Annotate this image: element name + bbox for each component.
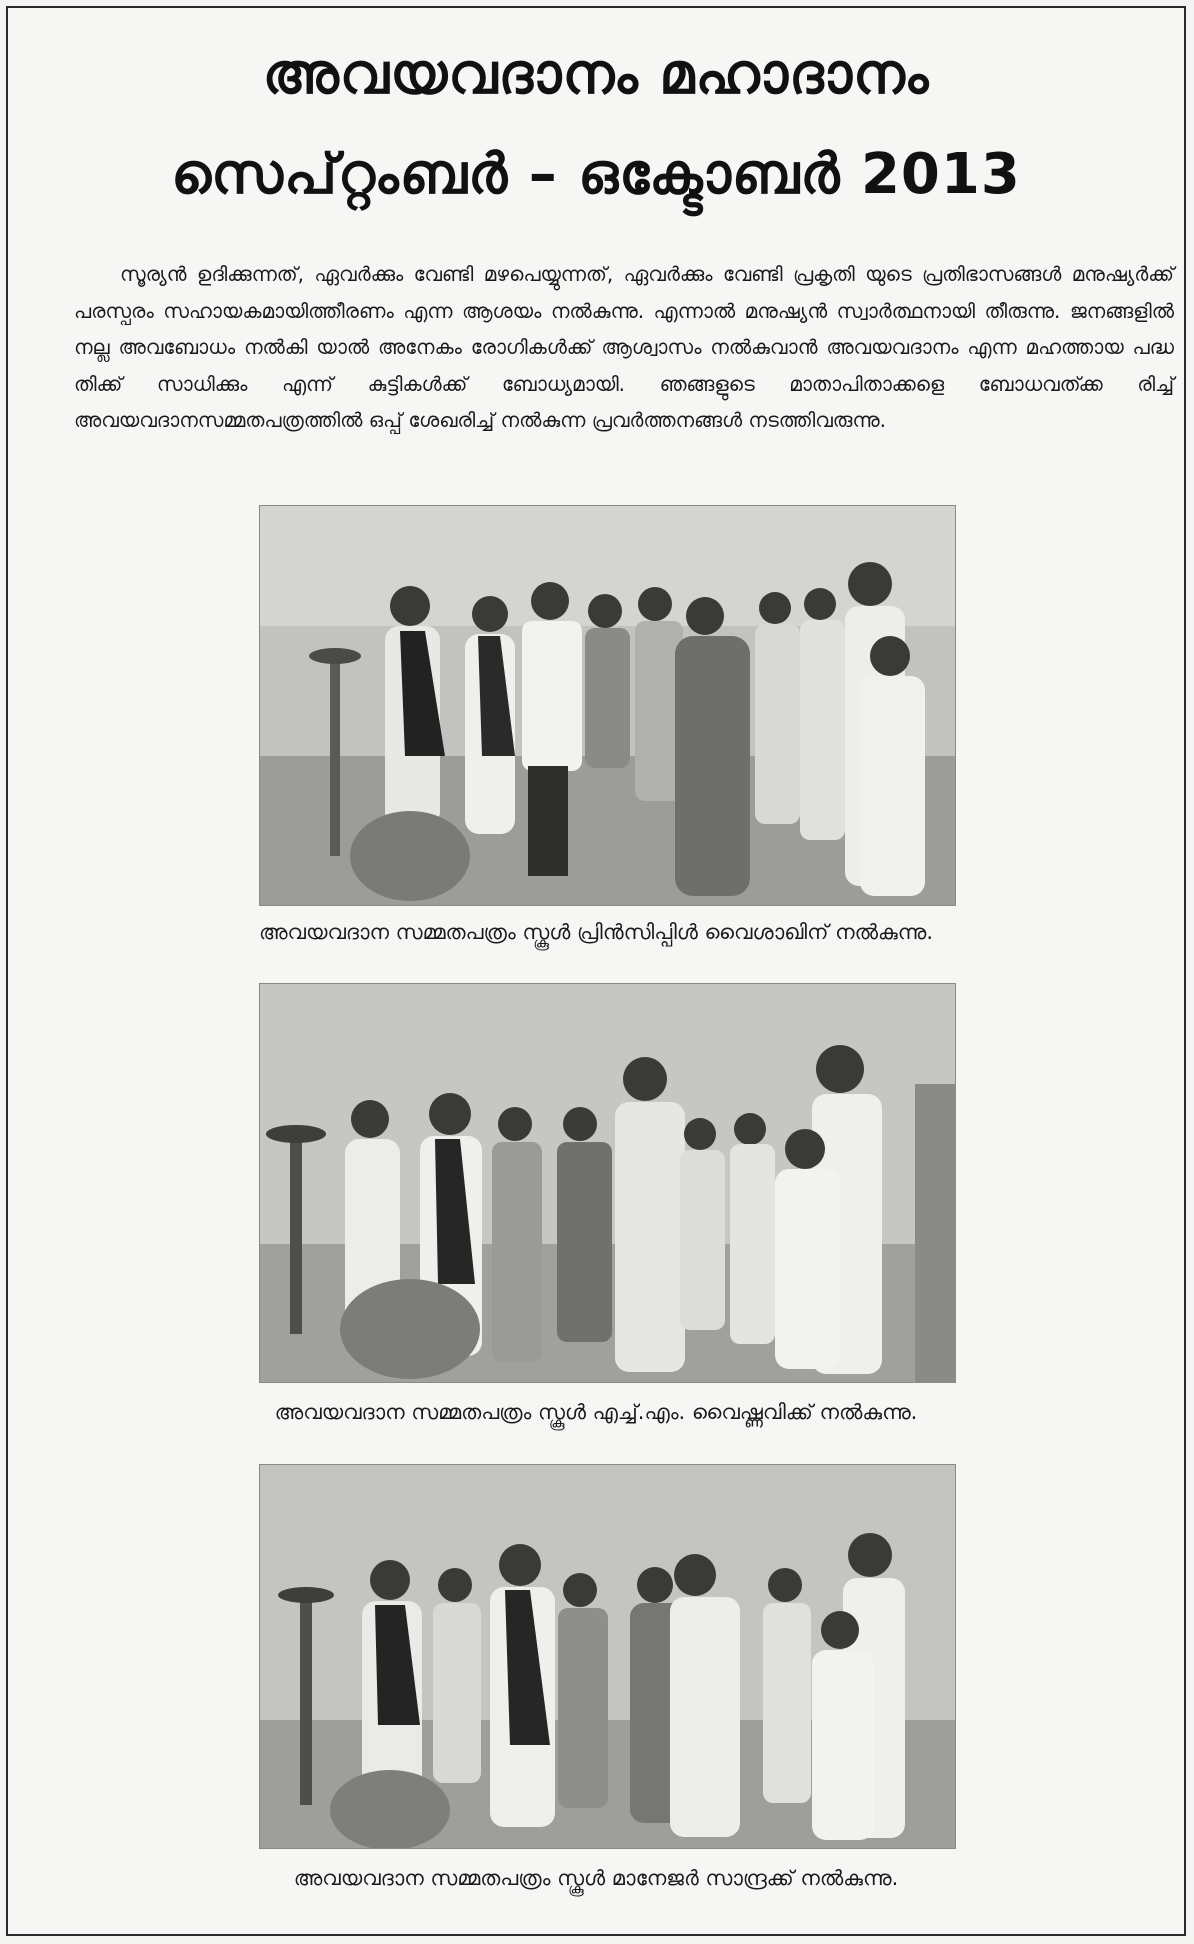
- photo-2-illustration: [260, 984, 955, 1382]
- event-photo-1: [259, 505, 956, 906]
- newsletter-page: [6, 6, 1186, 1936]
- event-photo-3: [259, 1464, 956, 1849]
- photo-3-illustration: [260, 1465, 955, 1848]
- photo-3-caption: അവയവദാന സമ്മതപത്രം സ്കൂൾ മാനേജർ സാന്ദ്രക്ക് നൽകുന്നു.: [293, 1866, 899, 1890]
- photo-1-caption: അവയവദാന സമ്മതപത്രം സ്കൂൾ പ്രിൻസിപ്പിൾ വൈശാഖിന് നൽകുന്നു.: [258, 920, 934, 944]
- event-photo-2: [259, 983, 956, 1383]
- article-body: സൂര്യൻ ഉദിക്കുന്നത്, ഏവർക്കും വേണ്ടി മഴപെയ്യുന്നത്, ഏവർക്കും വേണ്ടി പ്രകൃതി യുടെ പ്രതിഭാസങ്ങൾ മനുഷ്യർക്ക് പരസ്പരം സഹായകമായിത്തീരണം എന്ന ആശയം നൽകുന്നു. എന്നാൽ മനുഷ്യൻ സ്വാർത്ഥനായി തീരുന്നു. ജനങ്ങളിൽ നല്ല അവബോധം നൽകി യാൽ അനേകം രോഗികൾക്ക് ആശ്വാസം നൽകുവാൻ അവയവദാനം എന്ന മഹത്തായ പദ്ധ തിക്ക് സാധിക്കും എന്ന് കുട്ടികൾക്ക് ബോധ്യമായി. ഞങ്ങളുടെ മാതാപിതാക്കളെ ബോധവത്ക്ക രിച്ച് അവയവദാനസമ്മതപത്രത്തിൽ ഒപ്പ് ശേഖരിച്ച് നൽകുന്ന പ്രവർത്തനങ്ങൾ നടത്തിവരുന്നു.: [74, 262, 1174, 432]
- photo-1-illustration: [260, 506, 955, 905]
- headline-date: സെപ്റ്റംബർ – ഒക്ടോബർ 2013: [171, 142, 1021, 207]
- photo-2-caption: അവയവദാന സമ്മതപത്രം സ്കൂൾ എച്ച്.എം. വൈഷ്ണവിക്ക് നൽകുന്നു.: [274, 1400, 918, 1424]
- headline-title: അവയവദാനം മഹാദാനം: [262, 42, 930, 107]
